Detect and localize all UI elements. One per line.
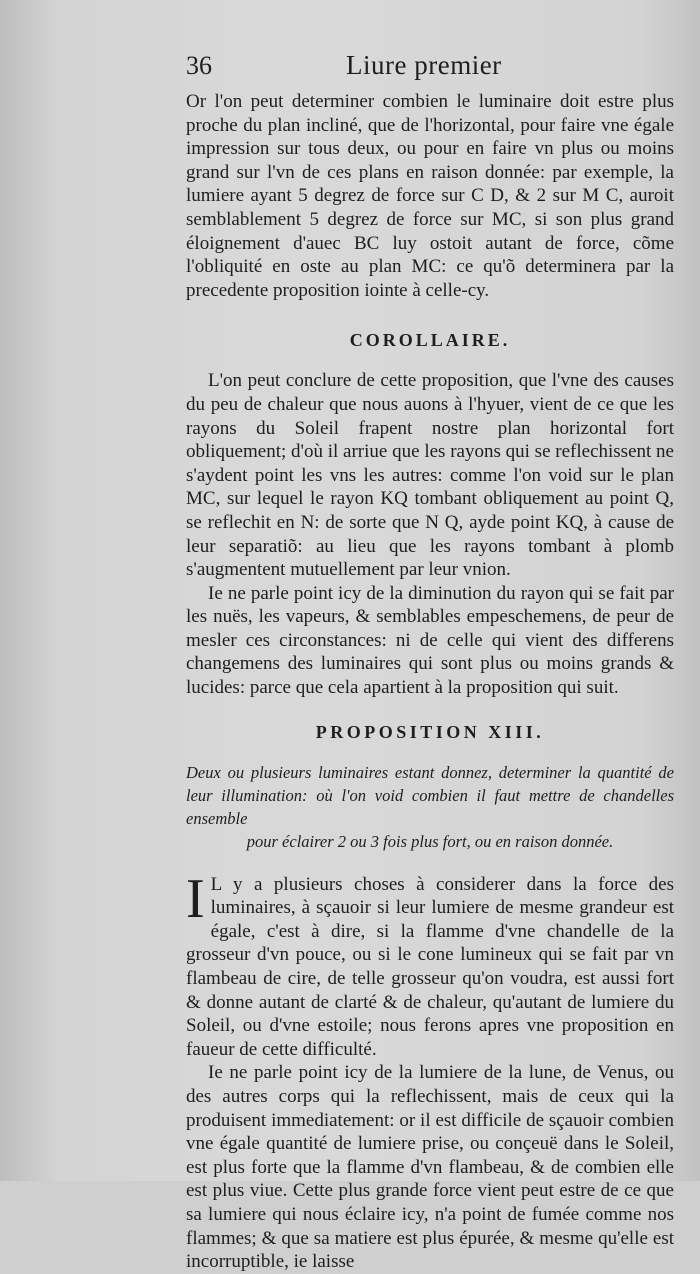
corollaire-heading: COROLLAIRE. xyxy=(349,330,511,351)
corollaire-paragraph-2: Ie ne parle point icy de la diminution du rayon qui se fait par les nuës, les vapeurs, & semblables empeschemens, de peur de mesler ces circonstances: ni de celle qui vient des differens changemens des luminaires qui sont plus ou moins grands & lucides: parce que cela apartient à la proposition qui suit. xyxy=(186,582,674,699)
running-title: Liure premier xyxy=(346,50,502,80)
text-block xyxy=(186,50,674,1274)
proposition-paragraph-1: L y a plusieurs choses à considerer dans la force des luminaires, à sçauoir si leur lumiere de mesme grandeur est égale, c'est à dire, si la flamme d'vne chandelle de la grosseur d'vn pouce, ou si le cone lumineux qui se fait par vn flambeau de cire, de telle grosseur qu'on voudra, est aussi fort & donne autant de clarté & de chaleur, qu'autant de lumiere du Soleil, ou d'vne estoile; nous ferons apres vne proposition en faueur de cette difficulté. xyxy=(186,873,674,1060)
statement-line-1: Deux ou plusieurs luminaires estant donnez, determiner la quantité de leur illumination: où l'on void combien il faut mettre de chandelles ensemble xyxy=(186,762,674,828)
drop-cap: I xyxy=(186,867,205,930)
statement-line-2: pour éclairer 2 ou 3 fois plus fort, ou en raison donnée. xyxy=(246,831,614,851)
page-header xyxy=(186,50,674,90)
page-number: 36 xyxy=(186,51,212,80)
intro-paragraph: Or l'on peut determiner combien le luminaire doit estre plus proche du plan incliné, que de l'horizontal, pour faire vne égale impression sur tous deux, ou pour en faire vn plus ou moins grand sur l'vn de ces plans en raison donnée: par exemple, la lumiere ayant 5 degrez de force sur C D, & 2 sur M C, auroit semblablement 5 degrez de force sur MC, si son plus grand éloignement d'auec BC luy ostoit autant de force, cõme l'obliquité en oste au plan MC: ce qu'õ determinera par la precedente proposition iointe à celle-cy. xyxy=(186,91,674,301)
proposition-heading: PROPOSITION XIII. xyxy=(315,721,545,742)
proposition-paragraph-1-container xyxy=(186,867,674,1062)
proposition-paragraph-2: Ie ne parle point icy de la lumiere de la lune, de Venus, ou des autres corps qui la reflechissent, mais de ceux qui la produisent immediatement: or il est difficile de sçauoir combien vne égale quantité de lumiere prise, ou conçeuë dans le Soleil, est plus forte que la flamme d'vn flambeau, & de combien elle est plus viue. Cette plus grande force vient peut estre de ce que sa lumiere qui nous éclaire icy, n'a point de fumée comme nos flammes; & que sa matiere est plus épurée, & mesme qu'elle est incorruptible, ie laisse xyxy=(186,1062,674,1273)
corollaire-paragraph-1: L'on peut conclure de cette proposition, que l'vne des causes du peu de chaleur que nous auons à l'hyuer, vient de ce que les rayons du Soleil frapent nostre plan horizontal fort obliquement; d'où il arriue que les rayons qui se reflechissent ne s'aydent point les vns les autres: comme l'on void sur le plan MC, sur lequel le rayon KQ tombant obliquement au point Q, se reflechit en N: de sorte que N Q, ayde point KQ, à cause de leur separatiõ: au lieu que les rayons tombant à plomb s'augmentent mutuellement par leur vnion. xyxy=(186,370,674,581)
proposition-statement xyxy=(186,761,674,853)
